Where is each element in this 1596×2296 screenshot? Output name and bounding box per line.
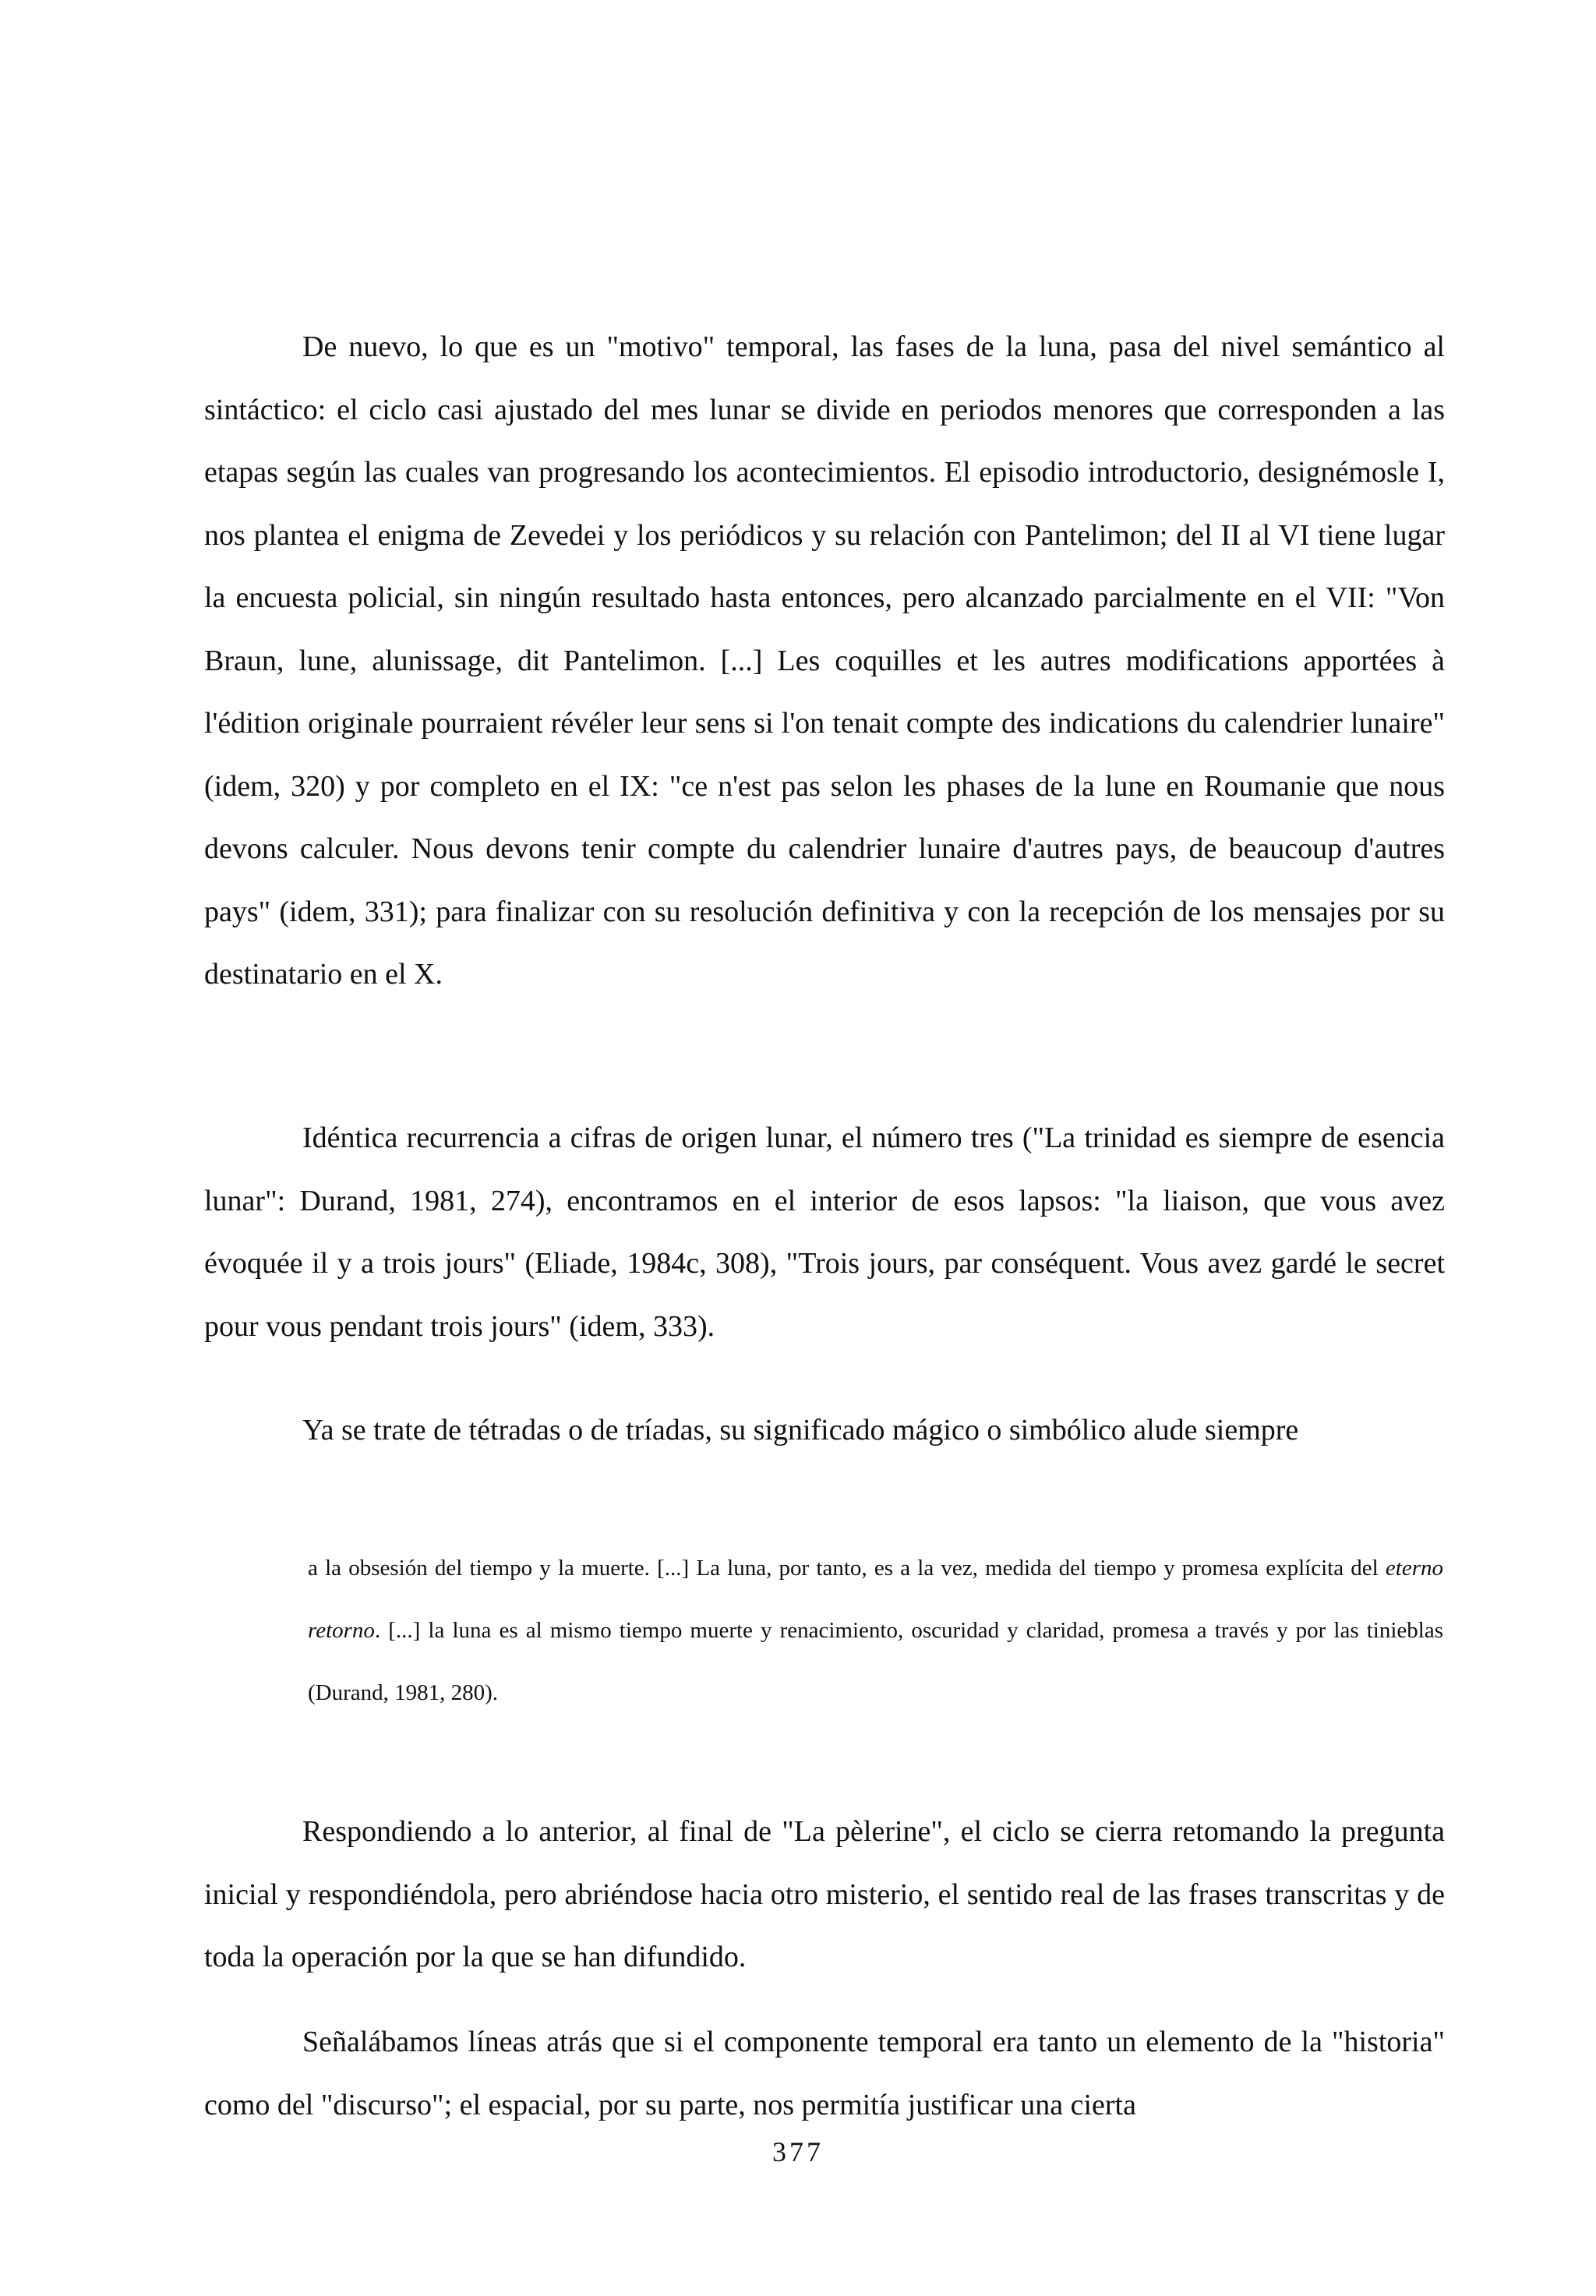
quote-emphasis: eterno retorno (308, 1556, 1443, 1643)
block-quote-durand (308, 1537, 1443, 1724)
paragraph-tetradas: Ya se trate de tétradas o de tríadas, su significado mágico o simbólico alude siempre (302, 1414, 1299, 1446)
paragraph-spatial-component: Señalábamos líneas atrás que si el componente temporal era tanto un elemento de la "historia" como del "discurso"; el espacial, por su parte, nos permitía justificar una cierta (204, 2026, 1445, 2121)
page-number: 377 (772, 2136, 824, 2167)
paragraph-number-three: Idéntica recurrencia a cifras de origen lunar, el número tres ("La trinidad es siempre de esencia lunar": Durand, 1981, 274), encontramos en el interior de esos lapsos: "la liaison, que vous avez évoquée il y a trois jours" (Eliade, 1984c, 308), "Trois jours, par conséquent. Vous avez gardé le secret pour vous pendant trois jours" (idem, 333). (204, 1122, 1445, 1343)
paragraph-la-pelerine: Respondiendo a lo anterior, al final de "La pèlerine", el ciclo se cierra retomando la pregunta inicial y respondiéndola, pero abriéndose hacia otro misterio, el sentido real de las frases transcritas y de toda la operación por la que se han difundido. (204, 1815, 1445, 1973)
paragraph-lunar-motive: De nuevo, lo que es un "motivo" temporal, las fases de la luna, pasa del nivel semántico al sintáctico: el ciclo casi ajustado del mes lunar se divide en periodos menores que corresponden a las etapas según las cuales van progresando los acontecimientos. El episodio introductorio, designémosle I, nos plantea el enigma de Zevedei y los periódicos y su relación con Pantelimon; del II al VI tiene lugar la encuesta policial, sin ningún resultado hasta entonces, pero alcanzado parcialmente en el VII: "Von Braun, lune, alunissage, dit Pantelimon. [...] Les coquilles et les autres modifications apportées à l'édition originale pourraient révéler leur sens si l'on tenait compte des indications du calendrier lunaire" (idem, 320) y por completo en el IX: "ce n'est pas selon les phases de la lune en Roumanie que nous devons calculer. Nous devons tenir compte du calendrier lunaire d'autres pays, de beaucoup d'autres pays" (idem, 331); para finalizar con su resolución definitiva y con la recepción de los mensajes por su destinatario en el X. (204, 330, 1445, 991)
quote-text-part-1: a la obsesión del tiempo y la muerte. [...] La luna, por tanto, es a la vez, medida del tiempo y promesa explícita del (308, 1556, 1386, 1581)
quote-text-part-2: . [...] la luna es al mismo tiempo muerte y renacimiento, oscuridad y claridad, promesa a través y por las tinieblas (Durand, 1981, 280). (308, 1618, 1443, 1705)
